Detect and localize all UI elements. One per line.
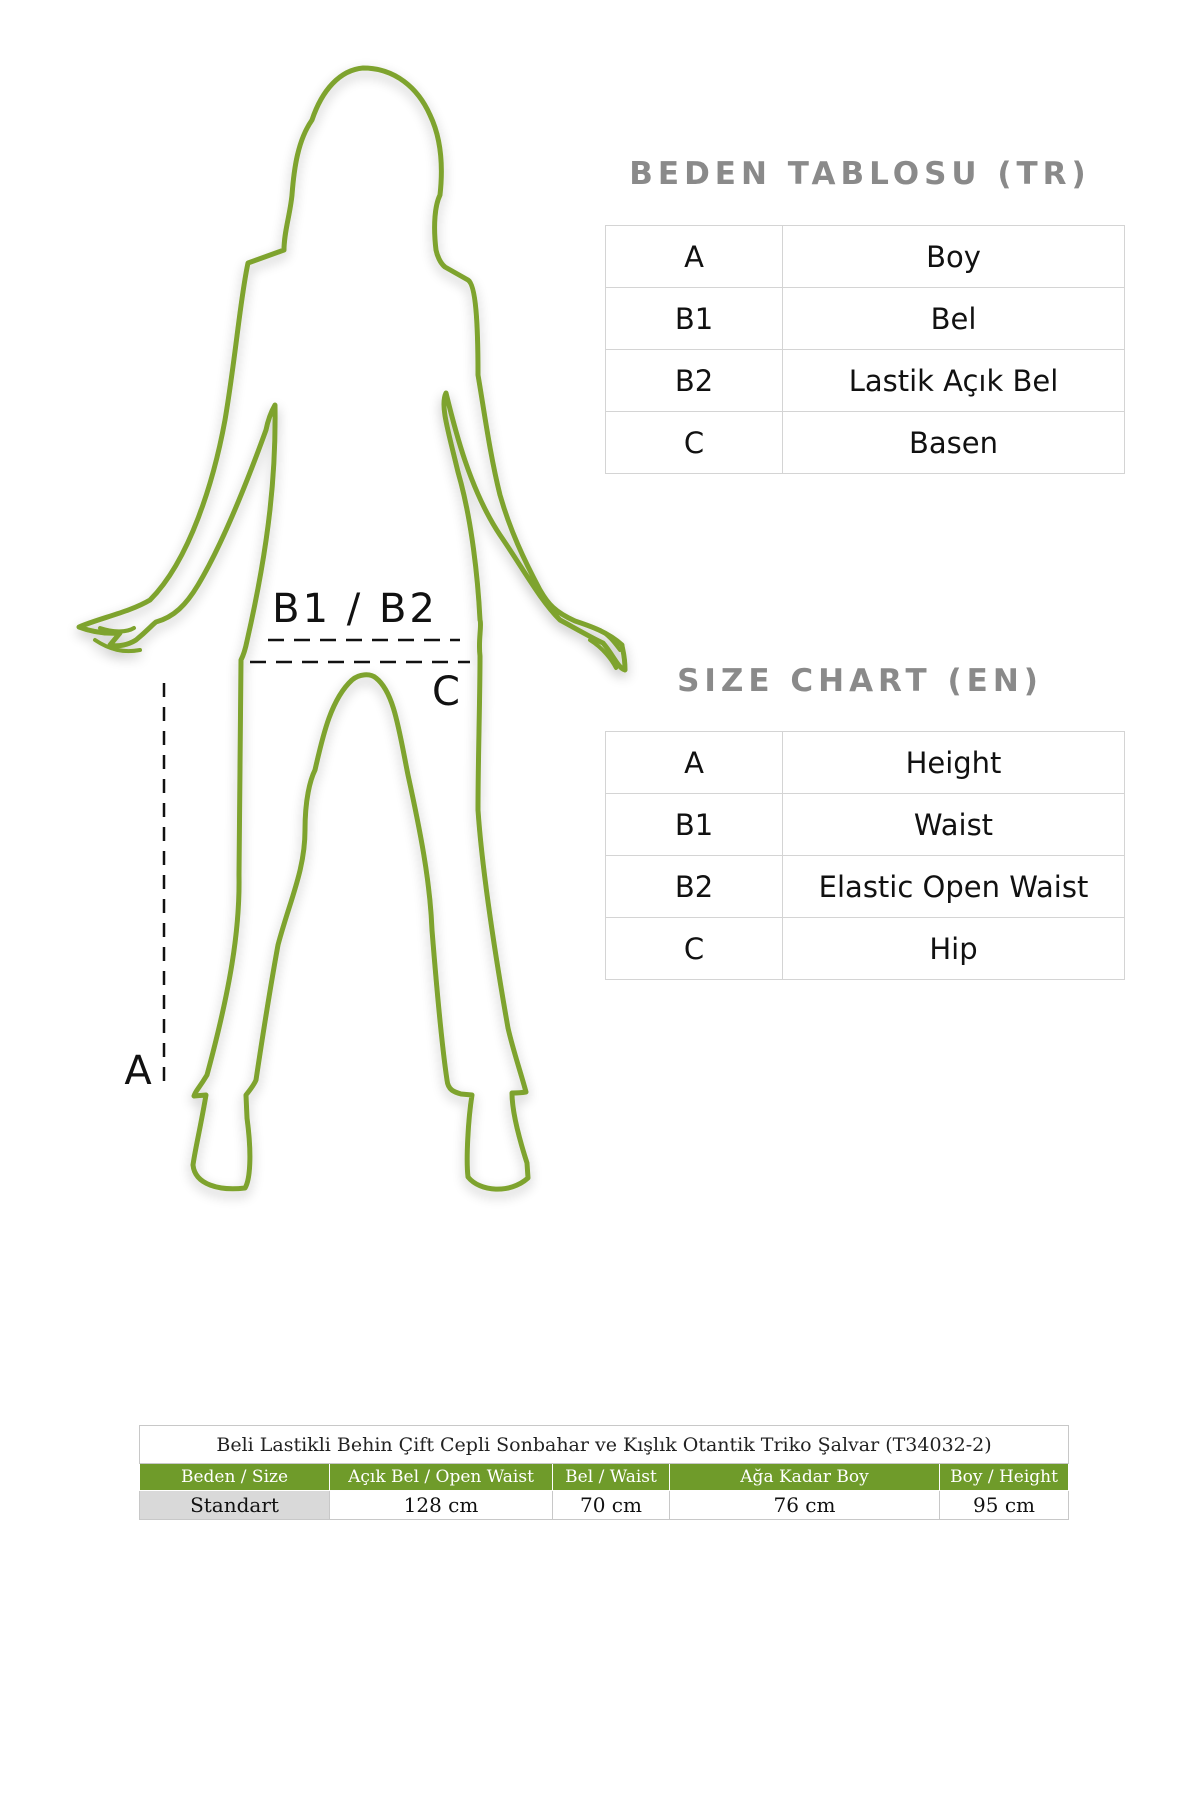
column-header: Ağa Kadar Boy: [670, 1464, 940, 1491]
table-row: [606, 226, 1125, 288]
size-chart-en-title: SIZE CHART (EN): [677, 663, 1043, 699]
table-cell: 76 cm: [670, 1491, 940, 1520]
legend-code: B1: [606, 288, 783, 350]
legend-code: A: [606, 226, 783, 288]
table-cell: 95 cm: [940, 1491, 1069, 1520]
table-row: [140, 1491, 1069, 1520]
legend-code: A: [606, 732, 783, 794]
legend-label: Hip: [783, 918, 1125, 980]
product-size-table: [139, 1425, 1069, 1520]
legend-label: Elastic Open Waist: [783, 856, 1125, 918]
legend-label: Height: [783, 732, 1125, 794]
label-c: C: [432, 669, 460, 715]
table-row: [606, 856, 1125, 918]
table-caption-row: [140, 1426, 1069, 1464]
legend-label: Bel: [783, 288, 1125, 350]
label-a: A: [124, 1048, 152, 1094]
table-row: [606, 794, 1125, 856]
legend-label: Basen: [783, 412, 1125, 474]
legend-code: B2: [606, 350, 783, 412]
legend-label: Waist: [783, 794, 1125, 856]
table-row: [606, 288, 1125, 350]
table-cell: 70 cm: [553, 1491, 670, 1520]
legend-label: Boy: [783, 226, 1125, 288]
table-row: [606, 350, 1125, 412]
size-legend-tr: [605, 225, 1125, 474]
column-header: Bel / Waist: [553, 1464, 670, 1491]
size-legend-en: [605, 731, 1125, 980]
label-b1-b2: B1 / B2: [272, 586, 438, 632]
table-row: [606, 918, 1125, 980]
table-row: [606, 412, 1125, 474]
legend-code: C: [606, 412, 783, 474]
legend-code: C: [606, 918, 783, 980]
product-title: Beli Lastikli Behin Çift Cepli Sonbahar ve Kışlık Otantik Triko Şalvar (T34032-2): [140, 1426, 1069, 1464]
table-row: [606, 732, 1125, 794]
legend-label: Lastik Açık Bel: [783, 350, 1125, 412]
table-cell: 128 cm: [330, 1491, 553, 1520]
column-header: Açık Bel / Open Waist: [330, 1464, 553, 1491]
size-chart-tr-title: BEDEN TABLOSU (TR): [629, 156, 1091, 192]
table-header-row: [140, 1464, 1069, 1491]
column-header: Beden / Size: [140, 1464, 330, 1491]
legend-code: B2: [606, 856, 783, 918]
legend-code: B1: [606, 794, 783, 856]
column-header: Boy / Height: [940, 1464, 1069, 1491]
size-name-cell: Standart: [140, 1491, 330, 1520]
